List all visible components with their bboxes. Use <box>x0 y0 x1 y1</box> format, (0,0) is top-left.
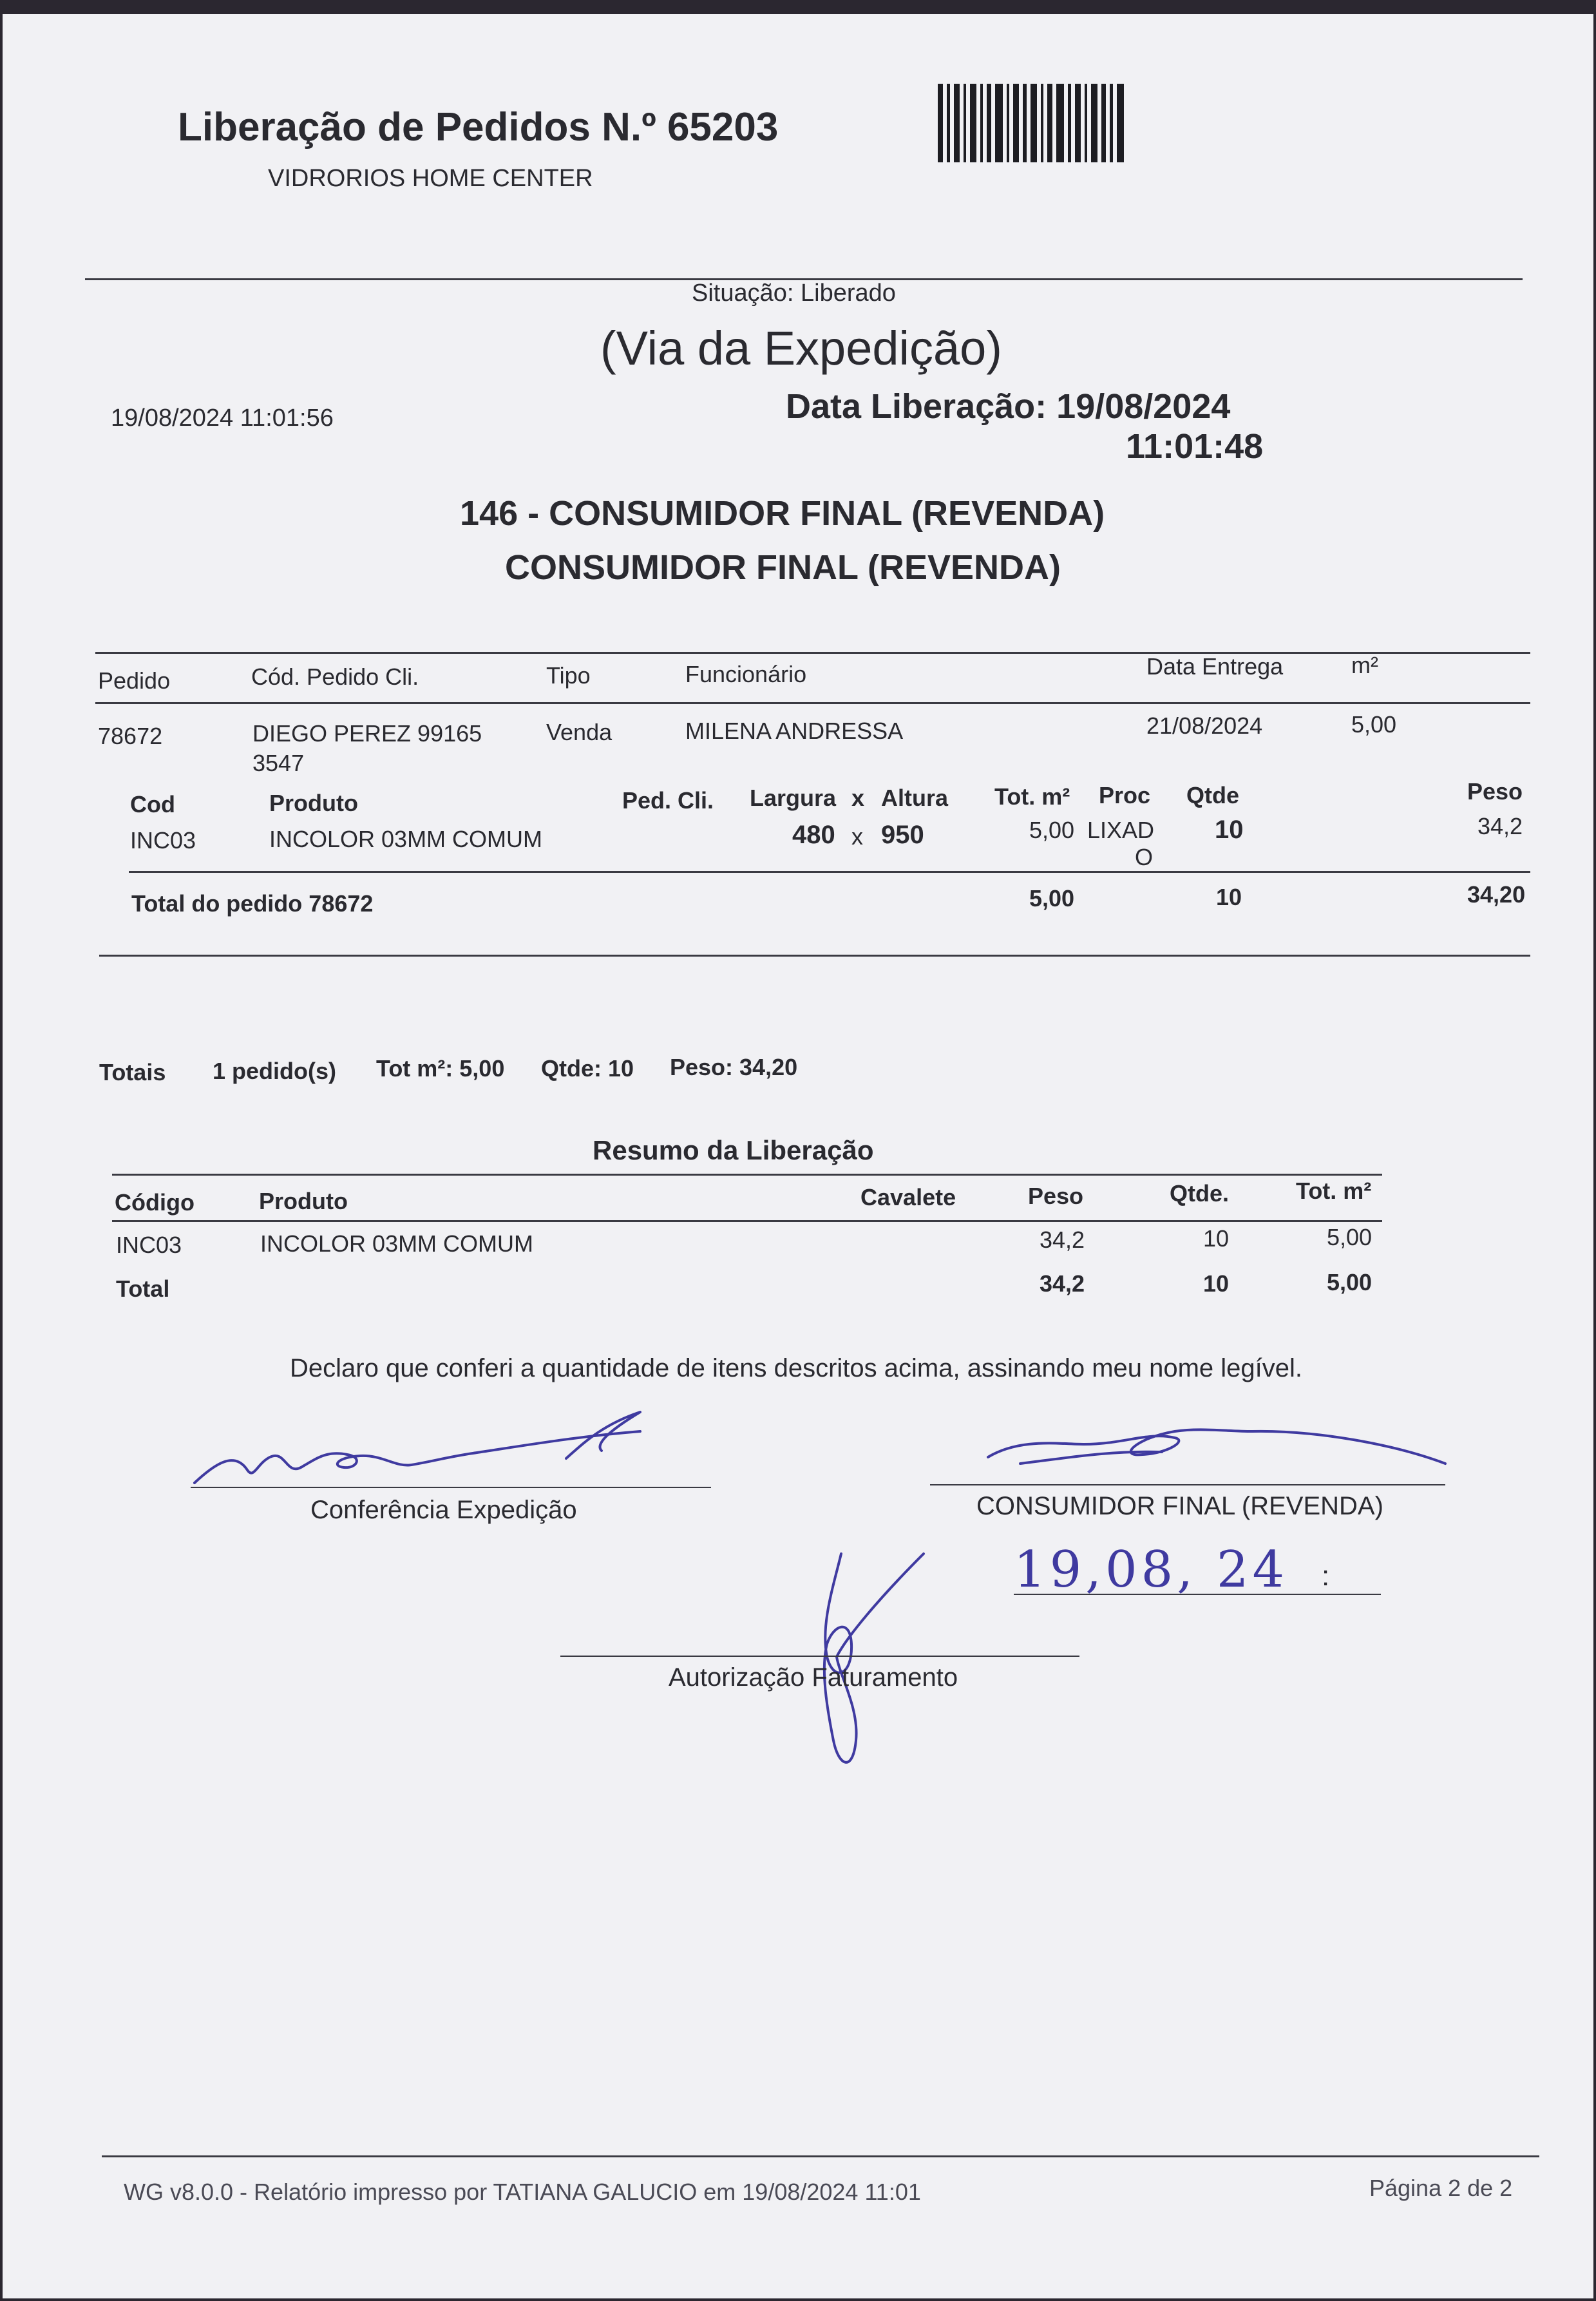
col-header-cod-pedido-cli: Cód. Pedido Cli. <box>251 664 419 690</box>
summary-total-label: Total <box>116 1275 170 1302</box>
totals-qty: Qtde: 10 <box>541 1055 634 1082</box>
handwritten-date: 19,08, 24 <box>1014 1541 1289 1599</box>
totals-weight: Peso: 34,20 <box>670 1054 798 1080</box>
company-name: VIDRORIOS HOME CENTER <box>268 165 593 192</box>
totals-m2: Tot m²: 5,00 <box>376 1055 505 1082</box>
declaration-text: Declaro que conferi a quantidade de itens descritos acima, assinando meu nome legível. <box>290 1354 1303 1382</box>
page-title: Liberação de Pedidos N.º 65203 <box>178 105 779 149</box>
date-separator: : <box>1322 1560 1330 1592</box>
item-x: x <box>851 823 863 850</box>
signature-conferencia <box>189 1406 653 1496</box>
col-header-pedido: Pedido <box>98 667 171 694</box>
totals-orders: 1 pedido(s) <box>213 1058 337 1084</box>
item-header-tot-m2: Tot. m² <box>994 783 1070 810</box>
page-number: Página 2 de 2 <box>1369 2175 1513 2201</box>
customer-name-line2: CONSUMIDOR FINAL (REVENDA) <box>505 548 1061 587</box>
item-qty: 10 <box>1215 816 1244 844</box>
summary-header-peso: Peso <box>1028 1183 1084 1209</box>
printed-by-text: WG v8.0.0 - Relatório impresso por TATIANA GALUCIO em 19/08/2024 11:01 <box>124 2179 921 2205</box>
signature-line-autorizacao <box>560 1656 1079 1657</box>
order-total-label: Total do pedido 78672 <box>131 890 374 917</box>
order-m2: 5,00 <box>1351 711 1397 738</box>
footer-rule <box>102 2155 1539 2157</box>
release-date: Data Liberação: 19/08/2024 <box>786 387 1231 426</box>
conferencia-label: Conferência Expedição <box>310 1496 577 1524</box>
barcode-image <box>938 84 1189 162</box>
item-header-largura: Largura <box>750 785 837 811</box>
summary-header-rule <box>112 1220 1382 1222</box>
summary-header-cavalete: Cavalete <box>860 1184 956 1210</box>
summary-header-codigo: Código <box>115 1189 195 1216</box>
summary-total-m2: 5,00 <box>1327 1269 1373 1295</box>
summary-title: Resumo da Liberação <box>593 1135 874 1165</box>
item-header-cod: Cod <box>130 791 175 817</box>
print-datetime: 19/08/2024 11:01:56 <box>111 405 334 432</box>
client-order-code: DIEGO PEREZ 99165 <box>252 720 482 747</box>
summary-header-qtde: Qtde. <box>1170 1180 1230 1207</box>
order-total-weight: 34,20 <box>1467 881 1526 908</box>
col-header-tipo: Tipo <box>546 662 591 689</box>
summary-total-qty: 10 <box>1203 1270 1230 1297</box>
summary-header-tot-m2: Tot. m² <box>1296 1178 1372 1204</box>
release-time: 11:01:48 <box>1126 427 1264 466</box>
col-header-funcionario: Funcionário <box>685 661 807 687</box>
item-process: LIXAD <box>1087 817 1155 843</box>
summary-code: INC03 <box>116 1232 182 1258</box>
signature-line-conferencia <box>191 1487 711 1488</box>
autorizacao-label: Autorização Faturamento <box>669 1663 958 1692</box>
order-number: 78672 <box>98 723 163 749</box>
item-tot-m2: 5,00 <box>1029 817 1075 843</box>
customer-name-line1: 146 - CONSUMIDOR FINAL (REVENDA) <box>460 494 1105 533</box>
order-table-top-rule <box>95 652 1530 654</box>
item-total-rule <box>129 871 1530 873</box>
order-total-m2: 5,00 <box>1029 885 1075 912</box>
item-header-peso: Peso <box>1467 778 1523 805</box>
item-process-cont: O <box>1135 844 1154 870</box>
signature-consumidor <box>982 1412 1458 1489</box>
item-header-altura: Altura <box>881 785 949 811</box>
item-header-proc: Proc <box>1099 782 1151 808</box>
employee-name: MILENA ANDRESSA <box>685 718 904 744</box>
summary-weight: 34,2 <box>1040 1227 1085 1253</box>
document-page <box>3 14 1593 2298</box>
summary-tot-m2: 5,00 <box>1327 1224 1373 1250</box>
copy-type: (Via da Expedição) <box>600 321 1002 375</box>
item-product: INCOLOR 03MM COMUM <box>269 826 543 852</box>
delivery-date: 21/08/2024 <box>1146 712 1263 739</box>
col-header-data-entrega: Data Entrega <box>1146 653 1284 680</box>
status-text: Situação: Liberado <box>692 280 896 307</box>
signature-line-consumidor <box>930 1484 1445 1485</box>
col-header-m2: m² <box>1351 652 1378 678</box>
date-underline <box>1014 1594 1381 1595</box>
summary-product: INCOLOR 03MM COMUM <box>260 1230 534 1257</box>
item-height: 950 <box>881 821 924 849</box>
order-type: Venda <box>546 719 613 745</box>
item-code: INC03 <box>130 827 196 854</box>
item-header-produto: Produto <box>269 790 358 816</box>
client-order-code-cont: 3547 <box>252 750 305 776</box>
summary-qty: 10 <box>1203 1225 1230 1252</box>
item-header-qtde: Qtde <box>1186 782 1240 808</box>
item-weight: 34,2 <box>1477 813 1523 839</box>
item-width: 480 <box>792 821 835 849</box>
item-header-x: x <box>851 785 865 811</box>
summary-top-rule <box>112 1174 1382 1176</box>
consumidor-label: CONSUMIDOR FINAL (REVENDA) <box>976 1492 1383 1520</box>
order-table-header-rule <box>95 702 1530 704</box>
summary-total-weight: 34,2 <box>1040 1270 1085 1297</box>
order-table-bottom-rule <box>99 955 1530 957</box>
order-total-qty: 10 <box>1216 884 1242 910</box>
summary-header-produto: Produto <box>259 1188 348 1214</box>
totals-label: Totais <box>99 1059 166 1085</box>
item-header-ped-cli: Ped. Cli. <box>622 787 714 814</box>
